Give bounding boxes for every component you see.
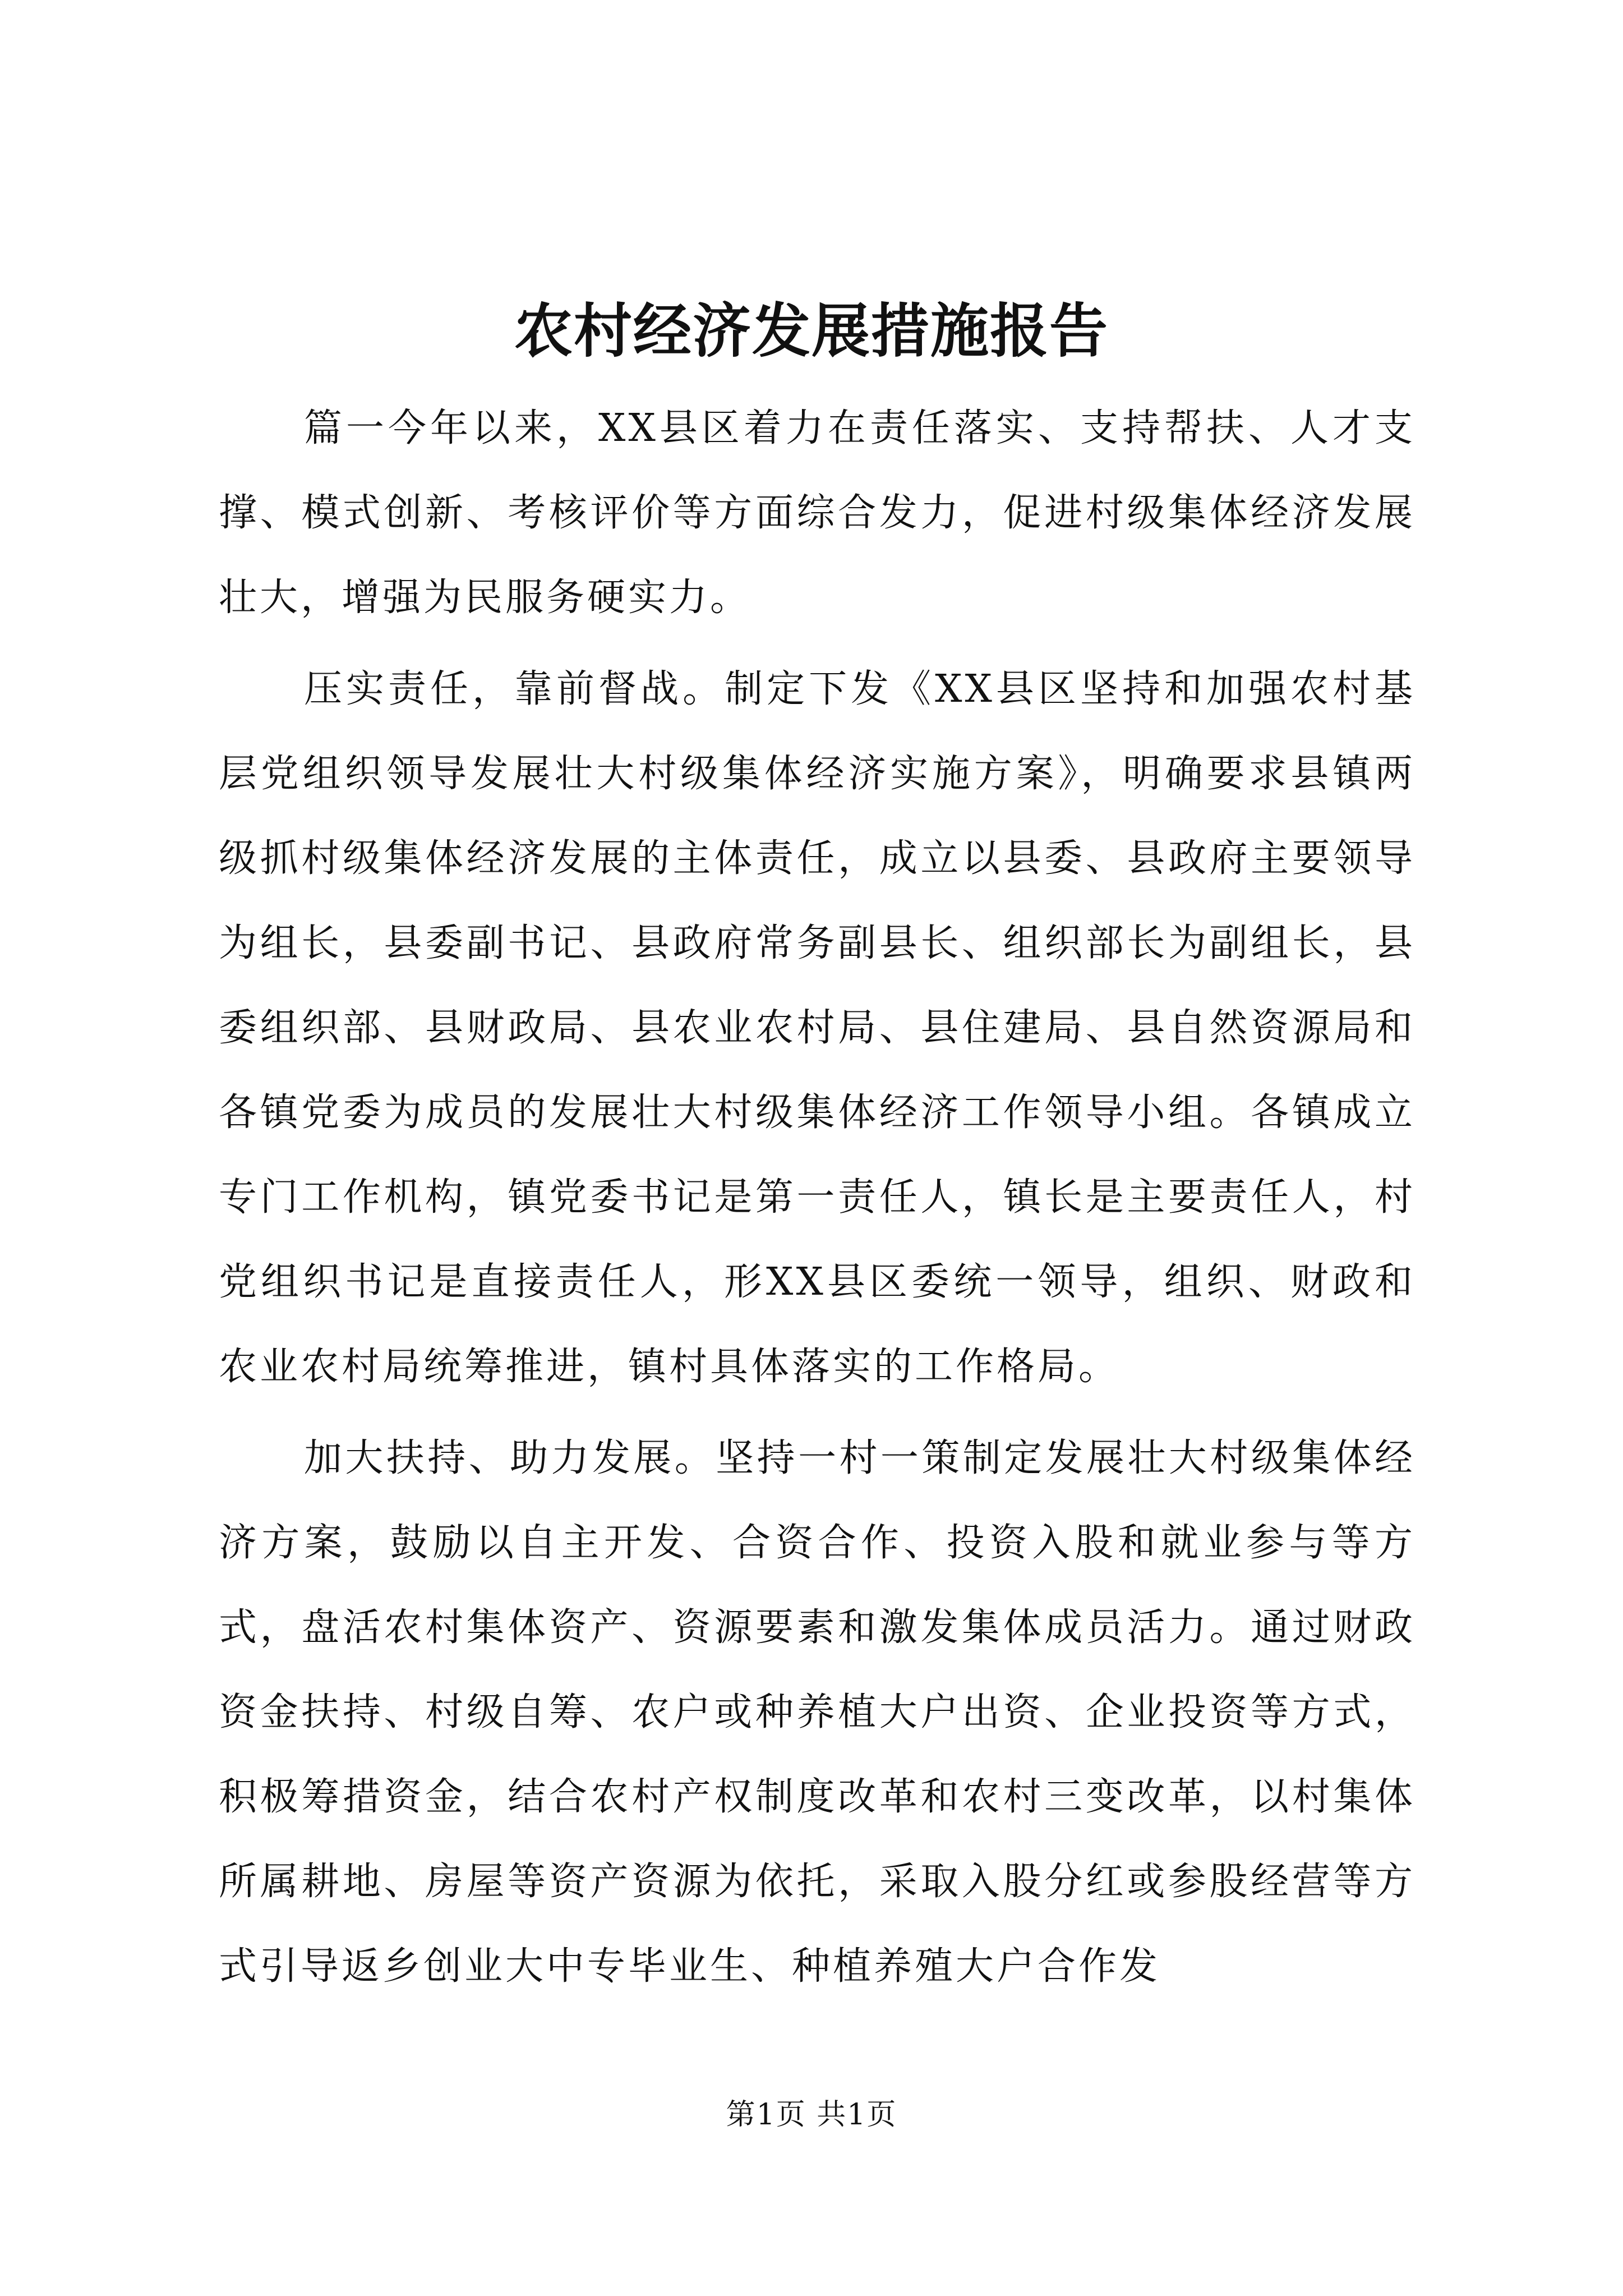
page-footer: 第1页 共1页: [726, 2098, 897, 2132]
document-body: [219, 386, 1415, 2009]
paragraph-intro: 篇一今年以来，XX县区着力在责任落实、支持帮扶、人才支撑、模式创新、考核评价等方面综合发力，促进村级集体经济发展壮大，增强为民服务硬实力。: [219, 406, 1415, 620]
paragraph-responsibility: 压实责任，靠前督战。制定下发《XX县区坚持和加强农村基层党组织领导发展壮大村级集体经济实施方案》，明确要求县镇两级抓村级集体经济发展的主体责任，成立以县委、县政府主要领导为组长，县委副书记、县政府常务副县长、组织部长为副组长，县委组织部、县财政局、县农业农村局、县住建局、县自然资源局和各镇党委为成员的发展壮大村级集体经济工作领导小组。各镇成立专门工作机构，镇党委书记是第一责任人，镇长是主要责任人，村党组织书记是直接责任人，形XX县区委统一领导，组织、财政和农业农村局统筹推进，镇村具体落实的工作格局。: [219, 667, 1415, 1389]
paragraph-support: 加大扶持、助力发展。坚持一村一策制定发展壮大村级集体经济方案，鼓励以自主开发、合资合作、投资入股和就业参与等方式，盘活农村集体资产、资源要素和激发集体成员活力。通过财政资金扶持、村级自筹、农户或种养植大户出资、企业投资等方式，积极筹措资金，结合农村产权制度改革和农村三变改革，以村集体所属耕地、房屋等资产资源为依托，采取入股分红或参股经营等方式引导返乡创业大中专毕业生、种植养殖大户合作发: [219, 1436, 1415, 1989]
document-title: 农村经济发展措施报告: [514, 296, 1109, 365]
